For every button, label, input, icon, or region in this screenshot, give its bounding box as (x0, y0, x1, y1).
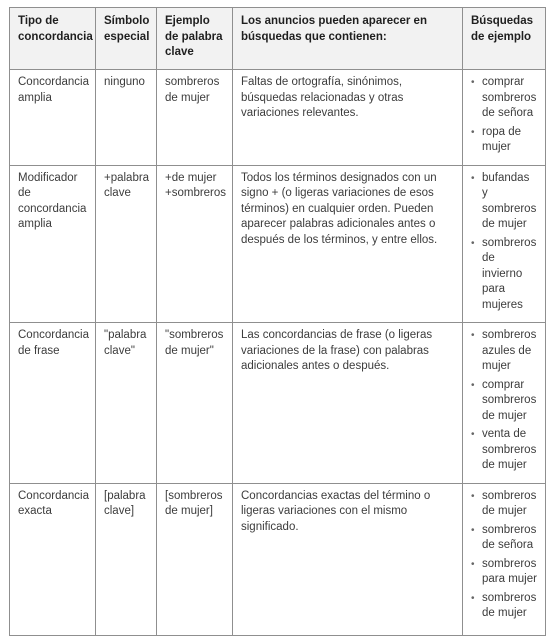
header-match-type: Tipo de concordancia (10, 8, 96, 70)
example-searches-list (471, 328, 538, 474)
keyword-example-cell: sombreros de mujer (157, 70, 233, 166)
bullet-icon: • (471, 237, 475, 249)
bullet-icon: • (471, 524, 475, 536)
list-item: • ropa de mujer (471, 125, 522, 153)
description-cell: Faltas de ortografía, sinónimos, búsquedas relacionadas y otras variaciones relevantes. (233, 70, 463, 166)
header-ads-may-show: Los anuncios pueden aparecer en búsquedas que contienen: (233, 8, 463, 70)
list-item: • comprar sombreros de mujer (471, 378, 537, 422)
keyword-example-cell: +de mujer +sombreros (157, 165, 233, 323)
list-item: • sombreros azules de mujer (471, 329, 537, 372)
example-searches-cell (463, 483, 546, 635)
bullet-icon: • (471, 77, 475, 88)
table-row (10, 165, 546, 323)
match-type-cell: Concordancia amplia (10, 70, 96, 166)
symbol-cell: [palabra clave] (96, 483, 157, 635)
match-type-cell: Concordancia exacta (10, 483, 96, 635)
header-example-searches: Búsquedas de ejemplo (463, 8, 546, 70)
bullet-icon: • (471, 558, 475, 570)
keyword-example-cell: [sombreros de mujer] (157, 483, 233, 635)
example-searches-list (471, 171, 538, 314)
table-row (10, 323, 546, 484)
description-cell: Concordancias exactas del término o ligeras variaciones con el mismo significado. (233, 483, 463, 635)
bullet-icon: • (471, 379, 475, 391)
example-searches-list (471, 489, 538, 622)
list-item: • venta de sombreros de mujer (471, 428, 537, 471)
bullet-icon: • (471, 592, 475, 604)
table-row (10, 70, 546, 166)
symbol-cell: +palabra clave (96, 165, 157, 323)
example-searches-cell (463, 323, 546, 484)
match-types-table (9, 7, 546, 636)
bullet-icon: • (471, 330, 475, 341)
bullet-icon: • (471, 126, 475, 138)
example-searches-cell (463, 165, 546, 323)
keyword-example-cell: "sombreros de mujer" (157, 323, 233, 484)
table-header-row (10, 8, 546, 70)
table-row (10, 483, 546, 635)
bullet-icon: • (471, 490, 475, 502)
description-cell: Las concordancias de frase (o ligeras variaciones de la frase) con palabras adicionales antes o después. (233, 323, 463, 484)
bullet-icon: • (471, 429, 475, 440)
example-searches-list (471, 75, 538, 156)
list-item: • sombreros para mujer (471, 557, 537, 585)
header-special-symbol: Símbolo especial (96, 8, 157, 70)
example-searches-cell (463, 70, 546, 166)
match-type-cell: Concordancia de frase (10, 323, 96, 484)
list-item: • sombreros de invierno para mujeres (471, 236, 537, 311)
match-type-cell: Modificador de concordancia amplia (10, 165, 96, 323)
description-cell: Todos los términos designados con un signo + (o ligeras variaciones de esos términos) en cualquier orden. Pueden aparecer palabras adicionales antes o después de los términos, y entre ellos. (233, 165, 463, 323)
symbol-cell: ninguno (96, 70, 157, 166)
bullet-icon: • (471, 172, 475, 184)
list-item: • sombreros de mujer (471, 489, 537, 517)
match-types-table-container (9, 7, 546, 636)
list-item: • sombreros de mujer (471, 591, 537, 619)
list-item: • sombreros de señora (471, 523, 537, 551)
list-item: • comprar sombreros de señora (471, 76, 537, 119)
symbol-cell: "palabra clave" (96, 323, 157, 484)
list-item: • bufandas y sombreros de mujer (471, 171, 537, 230)
header-keyword-example: Ejemplo de palabra clave (157, 8, 233, 70)
